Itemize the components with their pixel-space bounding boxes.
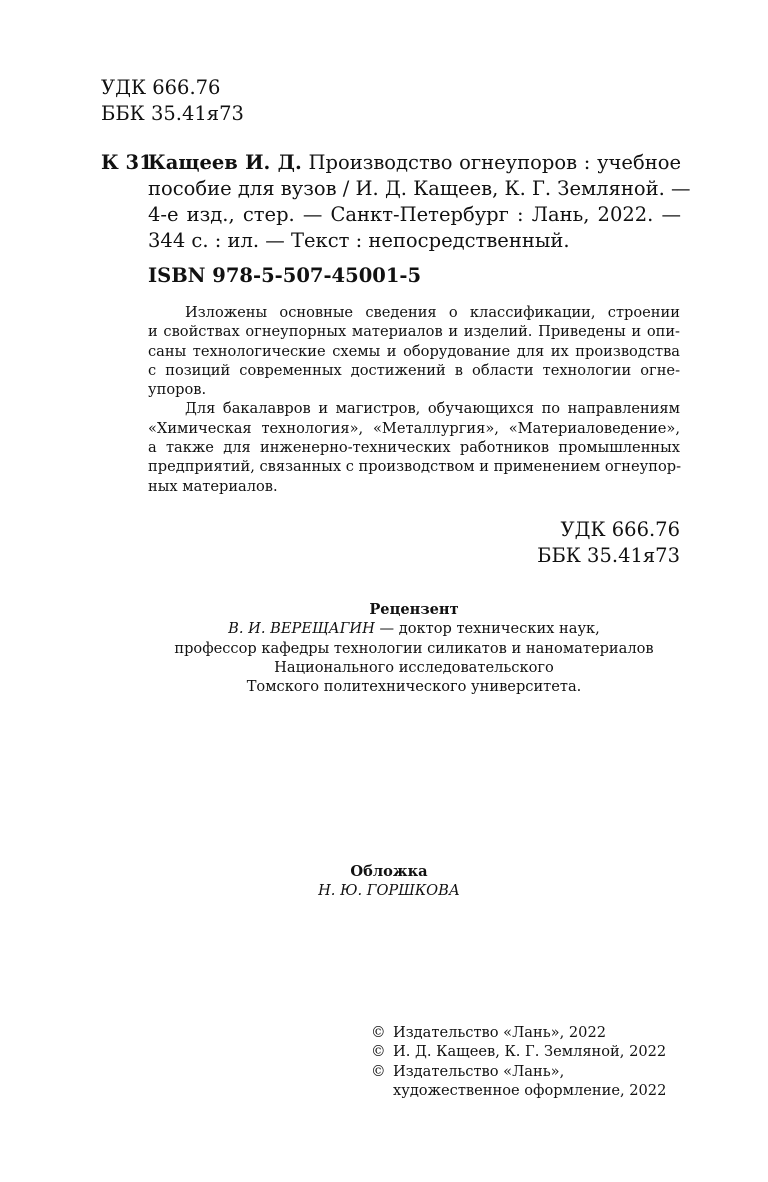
title-text: Производство огнеупоров : учебное (301, 151, 681, 174)
reviewer-line-1 (0, 619, 768, 638)
bbk-code: ББК 35.41я73 (537, 544, 680, 567)
copyright-row (371, 1062, 666, 1081)
annotation-line: упоров. (148, 381, 207, 399)
bbk-code: ББК 35.41я73 (101, 102, 244, 125)
annotation-line: предприятий, связанных с производством и применением огнеупор- (148, 458, 682, 476)
reviewer-line-3: Национального исследовательского (274, 658, 554, 676)
annotation-line: саны технологические схемы и оборудование для их производства (148, 342, 680, 360)
reviewer-heading: Рецензент (369, 601, 459, 618)
description-line-2: пособие для вузов / И. Д. Кащеев, К. Г. Земляной. — (148, 177, 691, 200)
copyright-row (371, 1081, 666, 1100)
copyright-text: И. Д. Кащеев, К. Г. Земляной, 2022 (393, 1043, 667, 1061)
annotation-line: и свойствах огнеупорных материалов и изделий. Приведены и опи- (148, 323, 680, 341)
author-name: Кащеев И. Д. (148, 151, 302, 174)
author-mark: К 31 (101, 151, 153, 174)
reviewer-line-4: Томского политехнического университета. (246, 678, 582, 696)
annotation-line: Изложены основные сведения о классификации, строении (185, 304, 680, 321)
annotation-line: «Химическая технология», «Металлургия», «Материаловедение», (148, 419, 680, 437)
description-line-3: 4-е изд., стер. — Санкт-Петербург : Лань, 2022. — (148, 203, 681, 226)
udk-code: УДК 666.76 (101, 76, 221, 99)
isbn: ISBN 978-5-507-45001-5 (148, 264, 422, 287)
annotation-line: Для бакалавров и магистров, обучающихся по направлениям (185, 400, 680, 418)
description-line-4: 344 с. : ил. — Текст : непосредственный. (148, 229, 570, 252)
description-line-1 (148, 150, 681, 176)
copyright-icon: © (371, 1024, 386, 1041)
reviewer-line-2: профессор кафедры технологии силикатов и наноматериалов (174, 639, 654, 657)
udk-code: УДК 666.76 (560, 518, 680, 541)
reviewer-block (0, 600, 768, 696)
reviewer-name: В. И. ВЕРЕЩАГИН (228, 620, 375, 638)
annotation (148, 303, 680, 496)
copyright-text: Издательство «Лань», (393, 1062, 565, 1080)
copyright-icon: © (371, 1062, 386, 1080)
annotation-line: ных материалов. (148, 477, 278, 495)
cover-credit (0, 862, 768, 901)
copyright-icon: © (371, 1043, 386, 1061)
cover-designer: Н. Ю. ГОРШКОВА (318, 882, 460, 900)
bibliographic-description (148, 150, 691, 254)
udk-header (101, 75, 244, 127)
copyright-text: художественное оформление, 2022 (393, 1081, 667, 1099)
annotation-line: с позиций современных достижений в области технологии огне- (148, 361, 680, 379)
copyright-block (371, 1023, 666, 1100)
annotation-line: а также для инженерно-технических работников промышленных (148, 439, 680, 457)
copyright-text: Издательство «Лань», 2022 (393, 1024, 607, 1041)
reviewer-degree: — доктор технических наук, (374, 620, 600, 638)
copyright-row (371, 1042, 666, 1061)
copyright-row (371, 1023, 666, 1042)
udk-footer-block (537, 517, 680, 569)
cover-heading: Обложка (350, 863, 428, 880)
